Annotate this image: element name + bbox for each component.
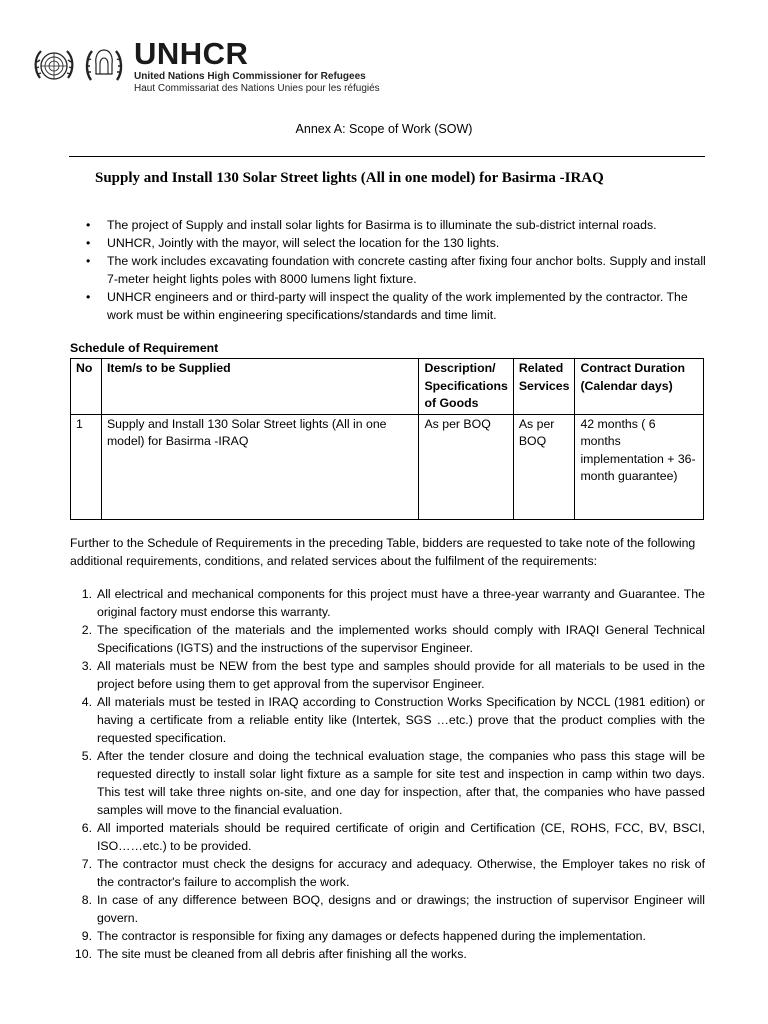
list-item	[70, 585, 705, 621]
header-description: Description/ Specifications of Goods	[419, 359, 513, 415]
document-title: Supply and Install 130 Solar Street lights (All in one model) for Basirma -IRAQ	[95, 170, 604, 186]
list-text: All electrical and mechanical components for this project must have a three-year warranty and Guarantee. The original factory must endorse this warranty.	[97, 587, 705, 619]
cell-description: As per BOQ	[419, 414, 513, 519]
list-item	[70, 927, 705, 945]
list-item	[70, 819, 705, 855]
list-item	[70, 657, 705, 693]
list-number: 8.	[81, 893, 92, 907]
list-item	[70, 855, 705, 891]
bullet-item: • The work includes excavating foundation with concrete casting after fixing four anchor bolts. Supply and install 7-meter height lights poles with 8000 lumens light fixture.	[86, 252, 708, 288]
list-number: 1.	[81, 587, 92, 601]
list-number: 4.	[81, 695, 92, 709]
list-text: In case of any difference between BOQ, designs and or drawings; the instruction of supervisor Engineer will govern.	[97, 893, 705, 925]
org-name-french: Haut Commissariat des Nations Unies pour les réfugiés	[134, 83, 380, 94]
list-number: 5.	[81, 749, 92, 763]
annex-title: Annex A: Scope of Work (SOW)	[295, 122, 473, 136]
horizontal-divider	[69, 156, 705, 157]
list-text: The contractor must check the designs for accuracy and adequacy. Otherwise, the Employer takes no risk of the contractor's failure to accomplish the work.	[97, 857, 705, 889]
list-text: All imported materials should be required certificate of origin and Certification (CE, ROHS, FCC, BV, BSCI, ISO……etc.) to be provided.	[97, 821, 705, 853]
header-related-services: Related Services	[513, 359, 575, 415]
letterhead	[32, 36, 380, 96]
list-number: 10.	[74, 947, 92, 961]
list-item	[70, 747, 705, 819]
table-row	[71, 414, 704, 519]
list-item	[70, 621, 705, 657]
list-text: All materials must be NEW from the best type and samples should provide for all materials to be used in the project before using them to get approval from the supervisor Engineer.	[97, 659, 705, 691]
list-number: 7.	[81, 857, 92, 871]
header-item: Item/s to be Supplied	[101, 359, 419, 415]
schedule-heading: Schedule of Requirement	[70, 341, 219, 355]
org-name-block	[134, 38, 380, 94]
bullet-item: • UNHCR, Jointly with the mayor, will select the location for the 130 lights.	[86, 234, 708, 252]
list-text: After the tender closure and doing the technical evaluation stage, the companies who pass this stage will be requested directly to install solar light fixture as a sample for site test and inspection in camp within two days. This test will take three nights on-site, and one day for inspection, after that, the companies who have passed samples will move to the financial evaluation.	[97, 749, 705, 817]
cell-related-services: As per BOQ	[513, 414, 575, 519]
list-number: 3.	[81, 659, 92, 673]
list-text: The contractor is responsible for fixing any damages or defects happened during the implementation.	[97, 929, 646, 943]
header-contract-duration: Contract Duration (Calendar days)	[575, 359, 704, 415]
list-text: The specification of the materials and the implemented works should comply with IRAQI General Technical Specifications (IGTS) and the instructions of the supervisor Engineer.	[97, 623, 705, 655]
bullet-item: • UNHCR engineers and or third-party will inspect the quality of the work implemented by the contractor. The work must be within engineering specifications/standards and time limit.	[86, 288, 708, 324]
table-header-row	[71, 359, 704, 415]
list-text: All materials must be tested in IRAQ according to Construction Works Specification by NCCL (1981 edition) or having a certificate from a reliable entity like (Intertek, SGS …etc.) prove that the product complies with the requested specification.	[97, 695, 705, 745]
unhcr-emblem-icon	[82, 44, 126, 88]
org-name-english: United Nations High Commissioner for Refugees	[134, 71, 366, 82]
list-item	[70, 891, 705, 927]
list-number: 9.	[81, 929, 92, 943]
list-item	[70, 945, 705, 963]
cell-no: 1	[71, 414, 102, 519]
requirements-list	[70, 585, 705, 963]
org-short-name: UNHCR	[134, 36, 249, 71]
bullet-item: • The project of Supply and install solar lights for Basirma is to illuminate the sub-district internal roads.	[86, 216, 708, 234]
header-no: No	[71, 359, 102, 415]
list-number: 6.	[81, 821, 92, 835]
un-emblem-icon	[32, 44, 76, 88]
list-item	[70, 693, 705, 747]
cell-contract-duration: 42 months ( 6 months implementation + 36-month guarantee)	[575, 414, 704, 519]
cell-item: Supply and Install 130 Solar Street lights (All in one model) for Basirma -IRAQ	[101, 414, 419, 519]
list-number: 2.	[81, 623, 92, 637]
further-paragraph: Further to the Schedule of Requirements in the preceding Table, bidders are requested to take note of the following additional requirements, conditions, and related services about the fulfilment of the requirements:	[70, 536, 696, 568]
scope-bullet-list	[86, 216, 708, 324]
schedule-table	[70, 358, 704, 520]
list-text: The site must be cleaned from all debris after finishing all the works.	[97, 947, 467, 961]
